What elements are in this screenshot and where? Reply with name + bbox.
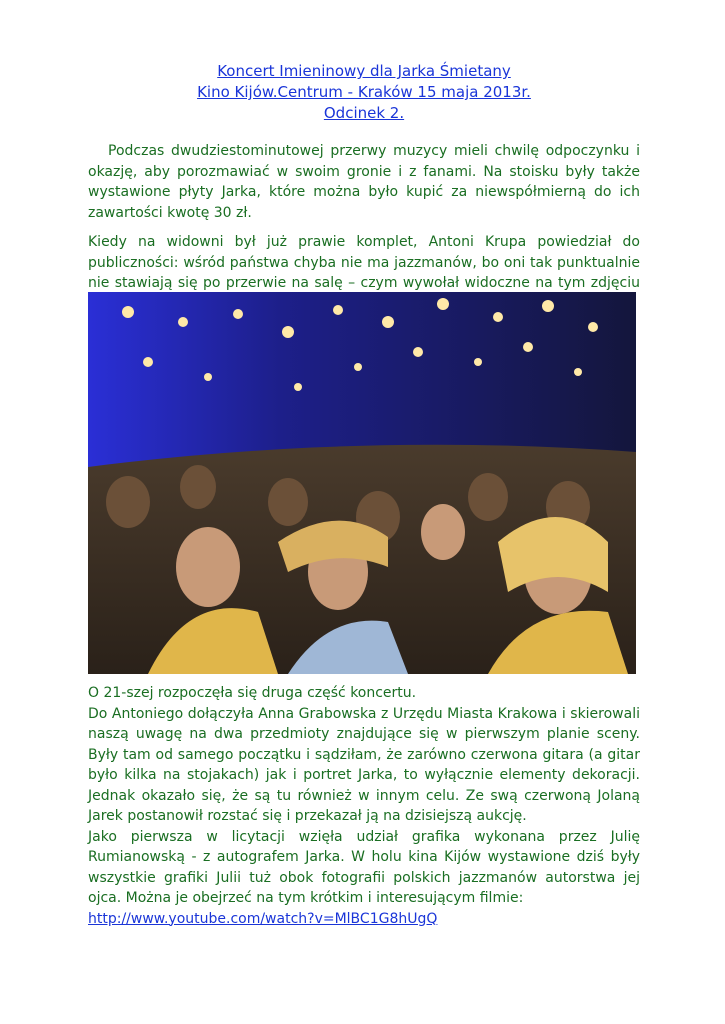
- paragraph-intermission: Podczas dwudziestominutowej przerwy muzycy mieli chwilę odpoczynku i okazję, aby porozmawiać w swoim gronie i z fanami. Na stoisku były także wystawione płyty Jarka, które można było kupić za niewspółmierną do ich zawartości kwotę 30 zł.: [88, 143, 640, 221]
- second-part-text-3: Jako pierwsza w licytacji wzięła udział grafika wykonana przez Julię Rumianowską - z autografem Jarka. W holu kina Kijów wystawione dziś były wszystkie grafiki Julii tuż obok fotografii polskich jazzmanów autorstwa jej ojca. Można je obejrzeć na tym krótkim i interesującym filmie:: [88, 828, 640, 906]
- audience-photo: [88, 292, 636, 674]
- title-line-3: Odcinek 2.: [323, 104, 405, 122]
- youtube-link[interactable]: http://www.youtube.com/watch?v=MlBC1G8hUgQ: [88, 910, 438, 927]
- second-part-line-1: O 21-szej rozpoczęła się druga część koncertu.: [88, 685, 417, 701]
- title-line-2: Kino Kijów.Centrum - Kraków 15 maja 2013r.: [197, 83, 531, 101]
- paragraph-second-part: [88, 683, 640, 929]
- title-line-1: Koncert Imieninowy dla Jarka Śmietany: [217, 62, 511, 80]
- document-title: [88, 61, 640, 124]
- paragraph-audience: Kiedy na widowni był już prawie komplet, Antoni Krupa powiedział do publiczności: wśród państwa chyba nie ma jazzmanów, bo oni tak punktualnie nie stawiają się po przerwie na salę – czym wywołał widoczne na tym zdjęciu: [88, 234, 640, 291]
- second-part-text-2: Do Antoniego dołączyła Anna Grabowska z Urzędu Miasta Krakowa i skierowali naszą uwagę na dwa przedmioty znajdujące się w pierwszym planie sceny. Były tam od samego początku i sądziłam, że zarówno czerwona gitara (a gitar było kilka na stojakach) jak i portret Jarka, to wyłącznie elementy dekoracji. Jednak okazało się, że są tu również w innym celu. Ze swą czerwoną Jolaną Jarek postanowił rozstać się i przekazał ją na dzisiejszą aukcję.: [88, 705, 640, 824]
